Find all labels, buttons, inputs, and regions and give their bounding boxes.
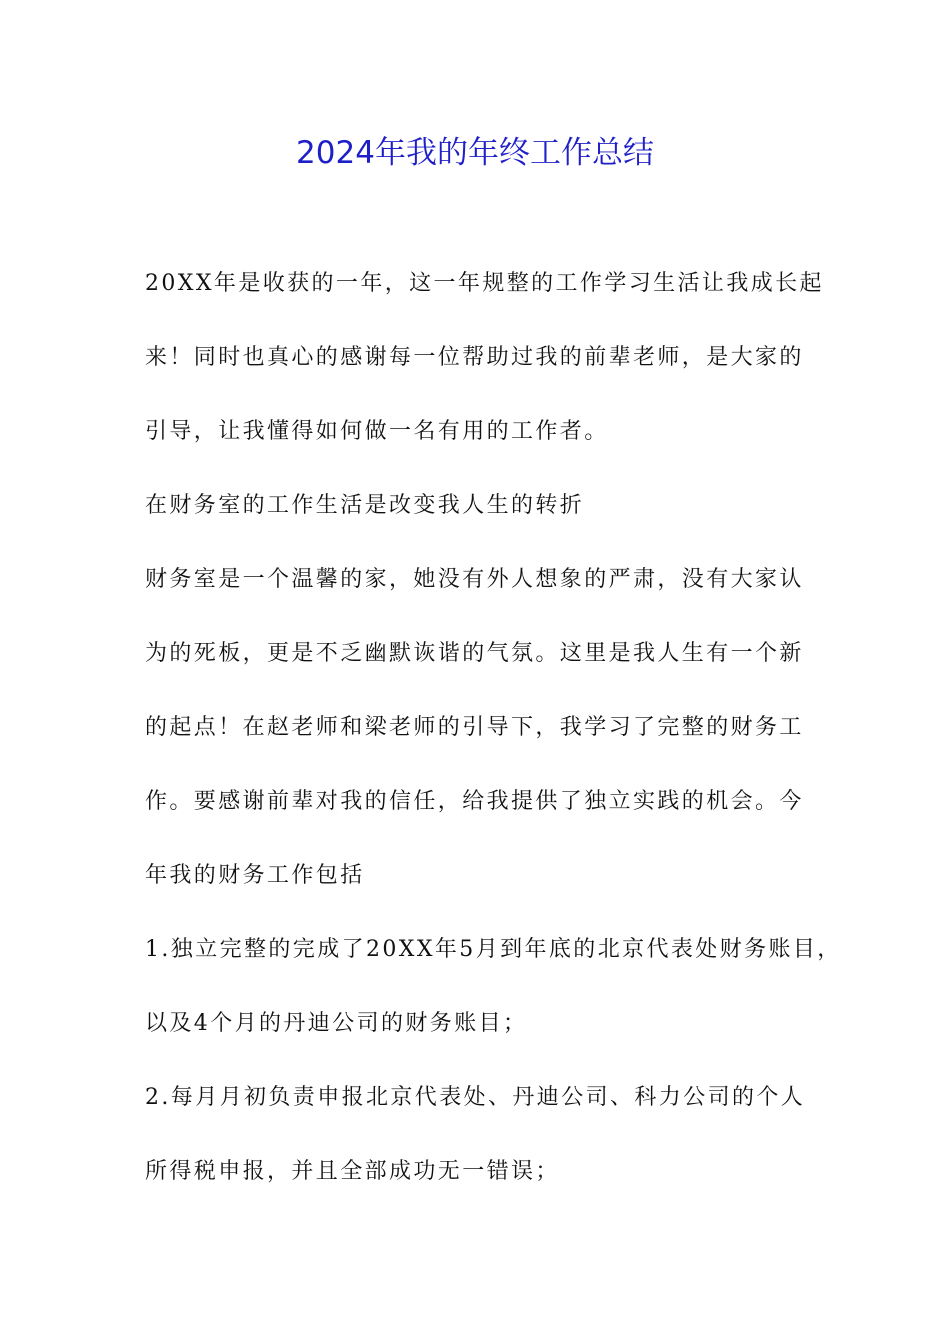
- paragraph-line: 的起点！在赵老师和梁老师的引导下，我学习了完整的财务工: [145, 715, 804, 740]
- paragraph-line: 为的死板，更是不乏幽默诙谐的气氛。这里是我人生有一个新: [145, 641, 804, 666]
- document-title: 2024年我的年终工作总结: [296, 135, 654, 171]
- paragraph-line: 财务室是一个温馨的家，她没有外人想象的严肃，没有大家认: [145, 567, 804, 592]
- section-heading-line: 在财务室的工作生活是改变我人生的转折: [145, 493, 585, 518]
- paragraph-line: 作。要感谢前辈对我的信任，给我提供了独立实践的机会。今: [145, 789, 804, 814]
- paragraph-line: 20XX年是收获的一年，这一年规整的工作学习生活让我成长起: [145, 271, 824, 296]
- list-item-line: 1.独立完整的完成了20XX年5月到年底的北京代表处财务账目，: [145, 937, 842, 962]
- list-item-line: 2.每月月初负责申报北京代表处、丹迪公司、科力公司的个人: [145, 1085, 806, 1110]
- paragraph-line: 年我的财务工作包括: [145, 863, 365, 888]
- list-item-line: 所得税申报，并且全部成功无一错误；: [145, 1159, 560, 1184]
- list-item-line: 以及4个月的丹迪公司的财务账目；: [145, 1011, 528, 1036]
- paragraph-line: 来！同时也真心的感谢每一位帮助过我的前辈老师，是大家的: [145, 345, 804, 370]
- paragraph-line: 引导，让我懂得如何做一名有用的工作者。: [145, 419, 609, 444]
- document-body: [145, 256, 842, 1218]
